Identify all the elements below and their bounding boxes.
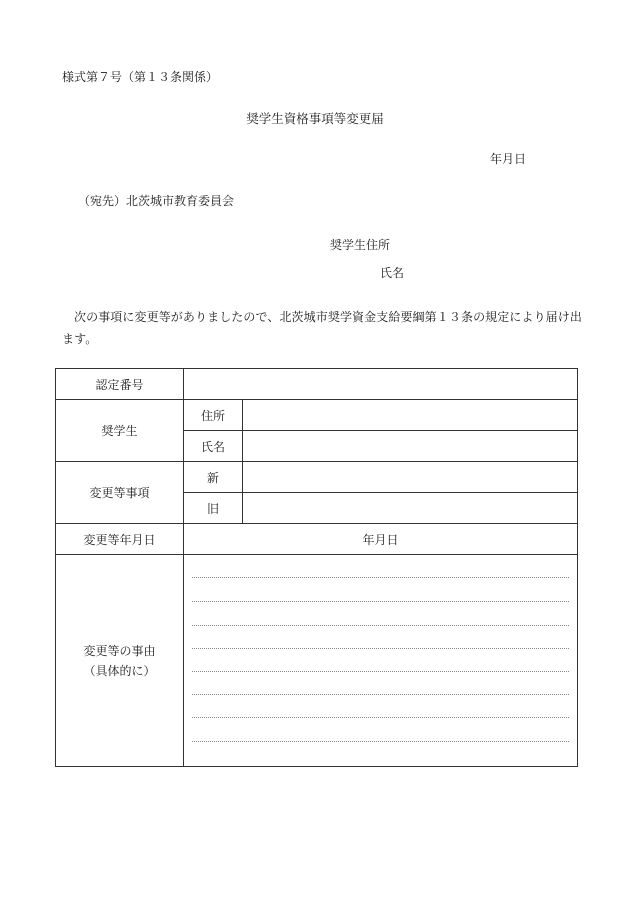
table-row-student-address [56,400,578,431]
reason-label [56,555,184,767]
date-line: 年月日 [490,152,527,166]
name-field[interactable] [243,431,578,462]
dotted-line [192,601,569,602]
cert-number-field[interactable] [184,369,578,400]
form-table [55,368,578,767]
new-label: 新 [184,462,243,493]
address-label: 住所 [184,400,243,431]
reason-label-line2: （具体的に） [83,663,156,678]
dotted-line [192,648,569,649]
reason-label-line1: 変更等の事由 [83,643,156,658]
dotted-line [192,741,569,742]
new-field[interactable] [243,462,578,493]
applicant-name-label: 氏名 [380,266,405,280]
table-row-reason [56,555,578,767]
name-label: 氏名 [184,431,243,462]
address-field[interactable] [243,400,578,431]
table-row-change-new [56,462,578,493]
old-field[interactable] [243,493,578,524]
change-date-label: 変更等年月日 [56,524,184,555]
document-title: 奨学生資格事項等変更届 [246,111,384,126]
student-label: 奨学生 [56,400,184,462]
table-row-change-date [56,524,578,555]
cert-number-label: 認定番号 [56,369,184,400]
applicant-address-label: 奨学生住所 [330,238,391,252]
dotted-line [192,671,569,672]
dotted-line [192,717,569,718]
change-date-field[interactable]: 年月日 [184,524,578,555]
table-row-cert-number [56,369,578,400]
addressee: （宛先）北茨城市教育委員会 [78,194,235,208]
dotted-line [192,577,569,578]
reason-field[interactable] [184,555,578,767]
body-text: 次の事項に変更等がありましたので、北茨城市奨学資金支給要綱第１３条の規定により届け出ます。 [62,310,582,346]
form-number-label: 様式第７号（第１３条関係） [62,70,219,84]
change-items-label: 変更等事項 [56,462,184,524]
dotted-line [192,625,569,626]
old-label: 旧 [184,493,243,524]
dotted-line [192,694,569,695]
